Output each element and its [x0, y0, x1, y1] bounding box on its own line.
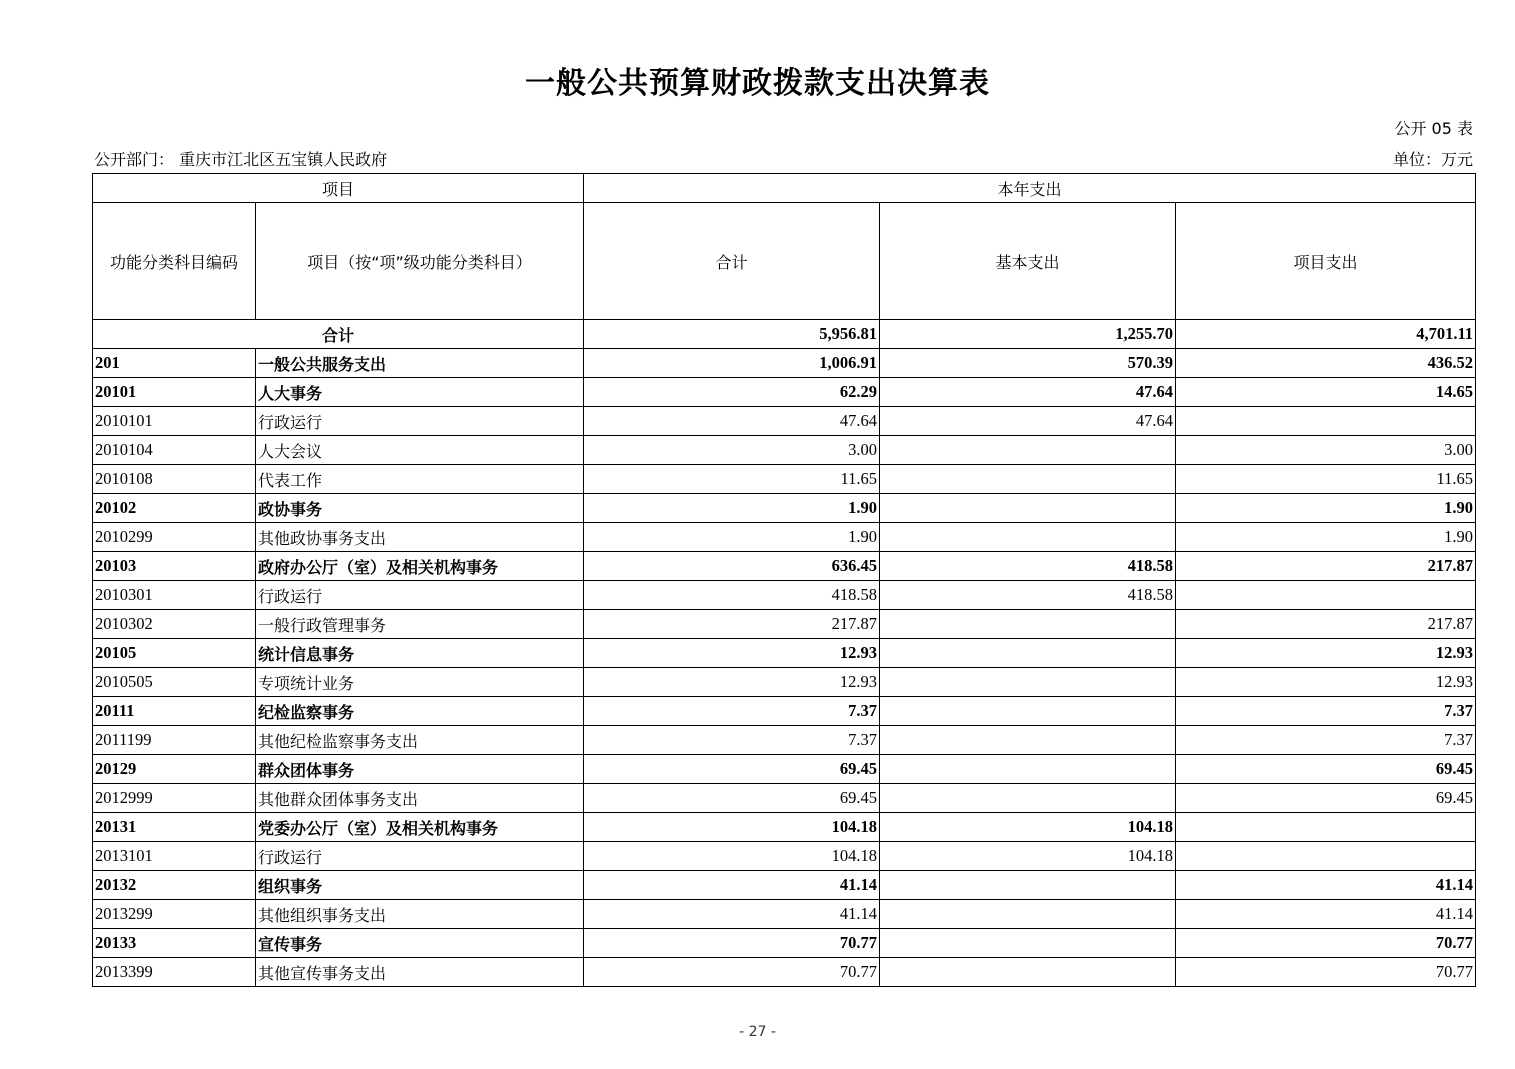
header-total: 合计 [584, 203, 880, 320]
header-project: 项目 [93, 174, 584, 203]
row-total: 1,006.91 [584, 349, 880, 378]
row-project [1176, 813, 1476, 842]
row-code: 20105 [93, 639, 256, 668]
table-row [93, 842, 1476, 871]
table-row [93, 726, 1476, 755]
row-basic [880, 958, 1176, 987]
row-name: 政府办公厅（室）及相关机构事务 [256, 552, 584, 581]
row-total: 636.45 [584, 552, 880, 581]
row-code: 20111 [93, 697, 256, 726]
row-basic: 47.64 [880, 378, 1176, 407]
row-project: 217.87 [1176, 552, 1476, 581]
table-row [93, 958, 1476, 987]
row-code: 2013399 [93, 958, 256, 987]
row-total: 418.58 [584, 581, 880, 610]
row-total: 70.77 [584, 929, 880, 958]
row-code: 2012999 [93, 784, 256, 813]
row-project: 12.93 [1176, 639, 1476, 668]
table-row [93, 900, 1476, 929]
total-basic: 1,255.70 [880, 320, 1176, 349]
row-basic [880, 465, 1176, 494]
row-total: 41.14 [584, 900, 880, 929]
row-total: 12.93 [584, 668, 880, 697]
table-row [93, 668, 1476, 697]
row-total: 41.14 [584, 871, 880, 900]
total-sum: 5,956.81 [584, 320, 880, 349]
row-project [1176, 842, 1476, 871]
table-row [93, 349, 1476, 378]
row-code: 2010299 [93, 523, 256, 552]
row-code: 2010101 [93, 407, 256, 436]
row-code: 20133 [93, 929, 256, 958]
row-total: 12.93 [584, 639, 880, 668]
table-row [93, 871, 1476, 900]
row-basic [880, 668, 1176, 697]
row-basic [880, 610, 1176, 639]
row-code: 201 [93, 349, 256, 378]
document-title: 一般公共预算财政拨款支出决算表 [525, 66, 990, 101]
row-project: 69.45 [1176, 755, 1476, 784]
row-code: 20103 [93, 552, 256, 581]
row-basic: 418.58 [880, 552, 1176, 581]
table-row [93, 523, 1476, 552]
table-row [93, 755, 1476, 784]
total-label: 合计 [93, 320, 584, 349]
row-name: 其他政协事务支出 [256, 523, 584, 552]
row-code: 2013101 [93, 842, 256, 871]
row-name: 人大事务 [256, 378, 584, 407]
row-basic [880, 523, 1176, 552]
table-row [93, 784, 1476, 813]
row-name: 党委办公厅（室）及相关机构事务 [256, 813, 584, 842]
row-name: 人大会议 [256, 436, 584, 465]
row-project: 7.37 [1176, 697, 1476, 726]
row-total: 62.29 [584, 378, 880, 407]
row-name: 行政运行 [256, 407, 584, 436]
row-basic [880, 436, 1176, 465]
row-basic [880, 900, 1176, 929]
row-total: 7.37 [584, 726, 880, 755]
row-basic [880, 494, 1176, 523]
table-row [93, 465, 1476, 494]
row-name: 其他宣传事务支出 [256, 958, 584, 987]
row-code: 2010108 [93, 465, 256, 494]
row-project: 14.65 [1176, 378, 1476, 407]
header-item-name: 项目（按“项”级功能分类科目） [256, 203, 584, 320]
row-basic [880, 639, 1176, 668]
row-total: 1.90 [584, 523, 880, 552]
table-row [93, 552, 1476, 581]
expenditure-table [92, 173, 1476, 987]
row-name: 统计信息事务 [256, 639, 584, 668]
table-row [93, 610, 1476, 639]
row-total: 69.45 [584, 784, 880, 813]
row-name: 宣传事务 [256, 929, 584, 958]
row-project: 41.14 [1176, 900, 1476, 929]
row-total: 69.45 [584, 755, 880, 784]
header-current-year: 本年支出 [584, 174, 1476, 203]
row-code: 2013299 [93, 900, 256, 929]
row-total: 217.87 [584, 610, 880, 639]
row-total: 11.65 [584, 465, 880, 494]
row-basic [880, 929, 1176, 958]
row-name: 组织事务 [256, 871, 584, 900]
row-project [1176, 407, 1476, 436]
row-code: 20129 [93, 755, 256, 784]
row-basic [880, 755, 1176, 784]
row-basic [880, 871, 1176, 900]
table-row [93, 929, 1476, 958]
total-row [93, 320, 1476, 349]
row-project: 7.37 [1176, 726, 1476, 755]
table-row [93, 639, 1476, 668]
row-code: 2011199 [93, 726, 256, 755]
row-project: 3.00 [1176, 436, 1476, 465]
header-code: 功能分类科目编码 [93, 203, 256, 320]
table-row [93, 697, 1476, 726]
row-code: 20132 [93, 871, 256, 900]
row-basic: 47.64 [880, 407, 1176, 436]
row-total: 70.77 [584, 958, 880, 987]
row-code: 20131 [93, 813, 256, 842]
row-code: 20101 [93, 378, 256, 407]
row-name: 专项统计业务 [256, 668, 584, 697]
table-row [93, 581, 1476, 610]
row-project: 1.90 [1176, 494, 1476, 523]
row-project: 41.14 [1176, 871, 1476, 900]
row-name: 一般行政管理事务 [256, 610, 584, 639]
page-number: - 27 - [739, 1024, 776, 1040]
row-code: 2010302 [93, 610, 256, 639]
row-basic: 104.18 [880, 842, 1176, 871]
row-project: 69.45 [1176, 784, 1476, 813]
row-basic [880, 697, 1176, 726]
row-total: 47.64 [584, 407, 880, 436]
row-total: 1.90 [584, 494, 880, 523]
row-name: 行政运行 [256, 842, 584, 871]
total-project: 4,701.11 [1176, 320, 1476, 349]
row-project: 217.87 [1176, 610, 1476, 639]
header-basic: 基本支出 [880, 203, 1176, 320]
row-total: 3.00 [584, 436, 880, 465]
table-row [93, 378, 1476, 407]
row-name: 群众团体事务 [256, 755, 584, 784]
row-code: 20102 [93, 494, 256, 523]
row-project: 11.65 [1176, 465, 1476, 494]
row-name: 代表工作 [256, 465, 584, 494]
row-project: 12.93 [1176, 668, 1476, 697]
row-code: 2010301 [93, 581, 256, 610]
row-project: 436.52 [1176, 349, 1476, 378]
row-project: 70.77 [1176, 958, 1476, 987]
row-total: 7.37 [584, 697, 880, 726]
table-row [93, 494, 1476, 523]
row-total: 104.18 [584, 842, 880, 871]
row-name: 纪检监察事务 [256, 697, 584, 726]
row-basic [880, 726, 1176, 755]
row-basic [880, 784, 1176, 813]
table-row [93, 813, 1476, 842]
row-name: 其他群众团体事务支出 [256, 784, 584, 813]
row-project: 1.90 [1176, 523, 1476, 552]
row-code: 2010104 [93, 436, 256, 465]
table-row [93, 407, 1476, 436]
row-basic: 418.58 [880, 581, 1176, 610]
row-name: 行政运行 [256, 581, 584, 610]
row-name: 其他纪检监察事务支出 [256, 726, 584, 755]
department-label: 公开部门： 重庆市江北区五宝镇人民政府 [94, 150, 388, 169]
row-total: 104.18 [584, 813, 880, 842]
form-number: 公开 05 表 [1394, 119, 1473, 138]
row-name: 其他组织事务支出 [256, 900, 584, 929]
row-basic: 104.18 [880, 813, 1176, 842]
unit-label: 单位：万元 [1392, 150, 1473, 169]
table-row [93, 436, 1476, 465]
header-project-exp: 项目支出 [1176, 203, 1476, 320]
row-project: 70.77 [1176, 929, 1476, 958]
row-name: 一般公共服务支出 [256, 349, 584, 378]
row-basic: 570.39 [880, 349, 1176, 378]
row-name: 政协事务 [256, 494, 584, 523]
row-code: 2010505 [93, 668, 256, 697]
row-project [1176, 581, 1476, 610]
